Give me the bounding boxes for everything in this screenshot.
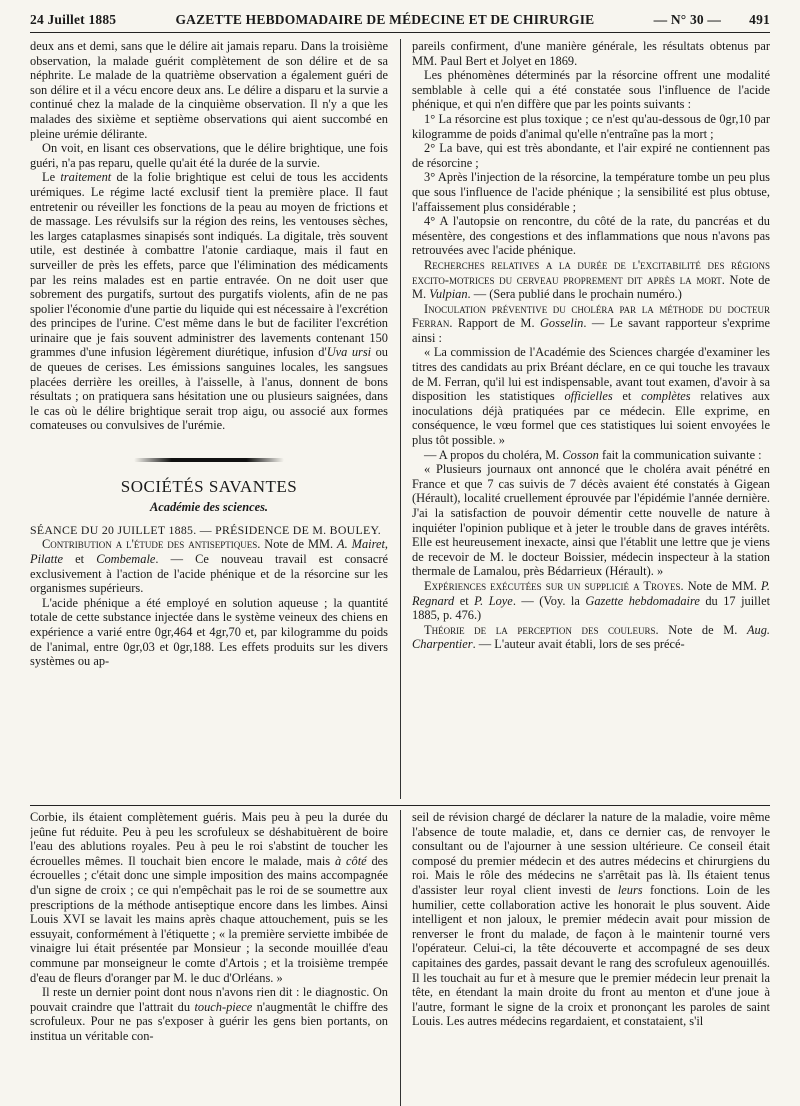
quotation: « La commission de l'Académie des Sciences chargée d'examiner les titres des candidats au prix Bréant déclare, en ce qui touche les travaux de M. Ferran, qu'il lui est indispensable, avant tout examen, d'avoir à sa disposition les statistiques officielles et complètes relatives aux inoculations déjà pratiquées par ce médecin. Elle exprime, en conséquence, le vœu formel que ces statistiques lui soient envoyées le plus tôt possible. » [412,345,770,448]
seance-line: SÉANCE DU 20 JUILLET 1885. — PRÉSIDENCE DE M. BOULEY. [30,522,382,537]
left-column-upper [30,39,388,799]
ornamental-rule [30,451,388,466]
list-item: 1° La résorcine est plus toxique ; ce n'est qu'au-dessous de 0gr,10 par kilogramme de poids d'animal qu'elle n'entraîne pas la mort ; [412,111,770,141]
lower-section [30,810,770,1106]
page-number: 491 [749,12,770,27]
quotation: « Plusieurs journaux ont annoncé que le choléra avait pénétré en France et que 7 cas suivis de 7 décès avaient été constatés à Gigean (Hérault), localité cruellement éprouvée par l'épidémie l'année dernière. J'ai la satisfaction de pouvoir démentir cette nouvelle de nature à inquiéter l'opinion publique et à jeter le trouble dans de graves intérêts. Elle est heureusement inexacte, ainsi que l'établit une lettre que je viens de recevoir de M. le docteur Boissier, médecin inspecteur à la station thermale de Lamalou, près Bédarrieux (Hérault). » [412,462,770,579]
paragraph: Contribution a l'étude des antiseptiques. Note de MM. A. Mairet, Pilatte et Combemale. — Ce nouveau travail est consacré exclusivement à l'action de l'acide phénique et de la résorcine sur les organismes supérieurs. [30,537,388,596]
paragraph: L'acide phénique a été employé en solution aqueuse ; la quantité totale de cette substance injectée dans le système veineux des chiens en expérience a varié entre 0gr,464 et 4gr,70 et, par kilogramme du poids de l'animal, entre 0gr,03 et 0gr,188. Les effets produits sur les divers systèmes ou ap- [30,595,388,669]
running-header [30,12,770,33]
paragraph: — A propos du choléra, M. Cosson fait la communication suivante : [424,447,762,462]
section-divider [30,805,770,806]
header-date: 24 Juillet 1885 [30,12,117,27]
left-column-lower [30,810,388,1106]
paragraph: Inoculation préventive du choléra par la méthode du docteur Ferran. Rapport de M. Gosselin. — Le savant rapporteur s'exprime ainsi : [412,301,770,345]
paragraph: deux ans et demi, sans que le délire ait jamais reparu. Dans la troisième observation, la malade guérit complètement de son délire et de sa néphrite. Le malade de la quatrième observation a également guéri de son délire et il a vécu encore deux ans. Le délire a disparu et la survie a continué chez la malade de la cinquième observation. Il n'y a que les malades des sixième et septième observations qui aient succombé en pleine urémie délirante. [30,39,388,141]
right-column-lower [412,810,770,1106]
column-divider [400,810,401,1106]
upper-section [30,39,770,799]
list-item: 2° La bave, qui est très abondante, et l'air expiré ne contiennent pas de résorcine ; [412,141,770,170]
section-title: SOCIÉTÉS SAVANTES [120,476,298,496]
paragraph: On voit, en lisant ces observations, que le délire brightique, une fois guéri, n'a pas reparu, quelle qu'ait été la durée de la survie. [30,141,388,170]
paragraph: Le traitement de la folie brightique est celui de tous les accidents urémiques. Le régime lacté exclusif tient la première place. Il faut entretenir ou réveiller les fonctions de la peau au moyen de frictions et de massage. Les révulsifs sur la région des reins, les ventouses sèches, les larges cataplasmes sinapisés sont indiqués. La digitale, très souvent utile, est destinée à combattre l'atonie cardiaque, mais il faut en surveiller de près les effets, parce que l'élimination des médicaments par les reins malades est en partie entravée. On ne doit user que sobrement des purgatifs, surtout des purgatifs violents, afin de ne pas spolier l'économie d'une partie du liquide qui est nécessaire à l'excrétion des principes de l'urine. C'est même dans le but de faciliter l'excrétion urinaire que je fais souvent administrer des lavements contenant 150 grammes d'une infusion légèrement diurétique, infusion d'Uva ursi ou de queues de cerises. Les émissions sanguines locales, les sangsues placées derrière les oreilles, à l'aisselle, à l'anus, donnent de bons résultats ; on pratiquera sans hésitation une ou plusieurs saignées, dans le cas où le délire brightique serait trop aigu, ou associé aux formes comateuses ou convulsives de l'urémie. [30,170,388,433]
column-divider [400,39,401,799]
journal-title: GAZETTE HEBDOMADAIRE DE MÉDECINE ET DE CHIRURGIE [175,12,595,27]
list-item: 4° A l'autopsie on rencontre, du côté de la rate, du pancréas et du mésentère, des congestions et des inflammations que nous n'avons pas retrouvées avec l'acide phénique. [412,214,770,258]
paragraph: Expériences exécutées sur un supplicié a Troyes. Note de MM. P. Regnard et P. Loye. — (Voy. la Gazette hebdomadaire du 17 juillet 1885, p. 476.) [412,578,770,623]
paragraph: seil de révision chargé de déclarer la nature de la maladie, voire même l'absence de toute maladie, et, dans ce dernier cas, de renvoyer le consultant ou de l'ajourner à une session ultérieure. Ce conseil était composé du premier médecin et des autres médecins et chirurgiens du roi. Mais le rôle des médecins ne s'arrêtait pas là. Ils étaient tenus d'assister leur royal client investi de leurs fonctions. Loin de les humilier, cette collaboration active les honorait le plus souvent. Aide intelligent et non jaloux, le premier médecin avait pour mission de renverser le front du malade, de façon à le maintenir tourné vers l'opérateur. Celui-ci, la tête découverte et accompagné de ses deux capitaines des gardes, passait devant le rang des scrofuleux agenouillés. Il les touchait au fur et à mesure que le premier médecin leur prenait la tête, en étendant la main droite du front au menton et d'une joue à l'autre, formant le signe de la croix et prononçant les paroles de saint Louis. Les autres médecins regardaient, et constataient, s'il [412,810,770,1029]
paragraph: Théorie de la perception des couleurs. Note de M. Aug. Charpentier. — L'auteur avait établi, lors de ses précé- [412,622,770,652]
section-subtitle: Académie des sciences. [149,500,269,515]
paragraph: pareils confirment, d'une manière générale, les résultats obtenus par MM. Paul Bert et Jolyet en 1869. [412,39,770,68]
right-column-upper [412,39,770,799]
list-item: 3° Après l'injection de la résorcine, la température tombe un peu plus que sous l'influence de l'acide phénique ; la sensibilité est plus obtuse, l'affaissement plus considérable ; [412,170,770,214]
paragraph: Les phénomènes déterminés par la résorcine offrent une modalité semblable à celle qui a été constatée sous l'influence de l'acide phénique, et qui n'en diffère que par les points suivants : [412,68,770,112]
issue-number: — N° 30 — [653,12,722,27]
paragraph: Il reste un dernier point dont nous n'avons rien dit : le diagnostic. On pouvait craindre que l'attrait du touch-piece n'augmentât le chiffre des scrofuleux. Pour ne pas s'exposer à guérir les gens bien portants, on institua un véritable con- [30,985,388,1043]
paragraph: Corbie, ils étaient complètement guéris. Mais peu à peu la durée du jeûne fut réduite. Peu à peu les scrofuleux se déshabituèrent de boire l'eau des ablutions royales. Peu à peu le roi s'abstint de toucher les écrouelles mêmes. Il touchait bien encore le malade, mais à côté des écrouelles ; c'était donc une simple imposition des mains accompagnée d'un signe de croix ; ce qui n'empêchait pas le roi de se soumettre aux prescriptions de la méthode antiseptique encore dans les limbes. Ainsi Louis XVI se lavait les mains après chaque attouchement, puis se les essuyait, conformément à l'étiquette ; « la première serviette imbibée de vinaigre lui était présentée par Monsieur ; la seconde mouillée d'eau commune par monseigneur le comte d'Artois ; et la troisième trempée d'eau de fleurs d'oranger par M. le duc d'Orléans. » [30,810,388,985]
paragraph: Recherches relatives a la durée de l'excitabilité des régions excito-motrices du cerveau proprement dit après la mort. Note de M. Vulpian. — (Sera publié dans le prochain numéro.) [412,257,770,302]
